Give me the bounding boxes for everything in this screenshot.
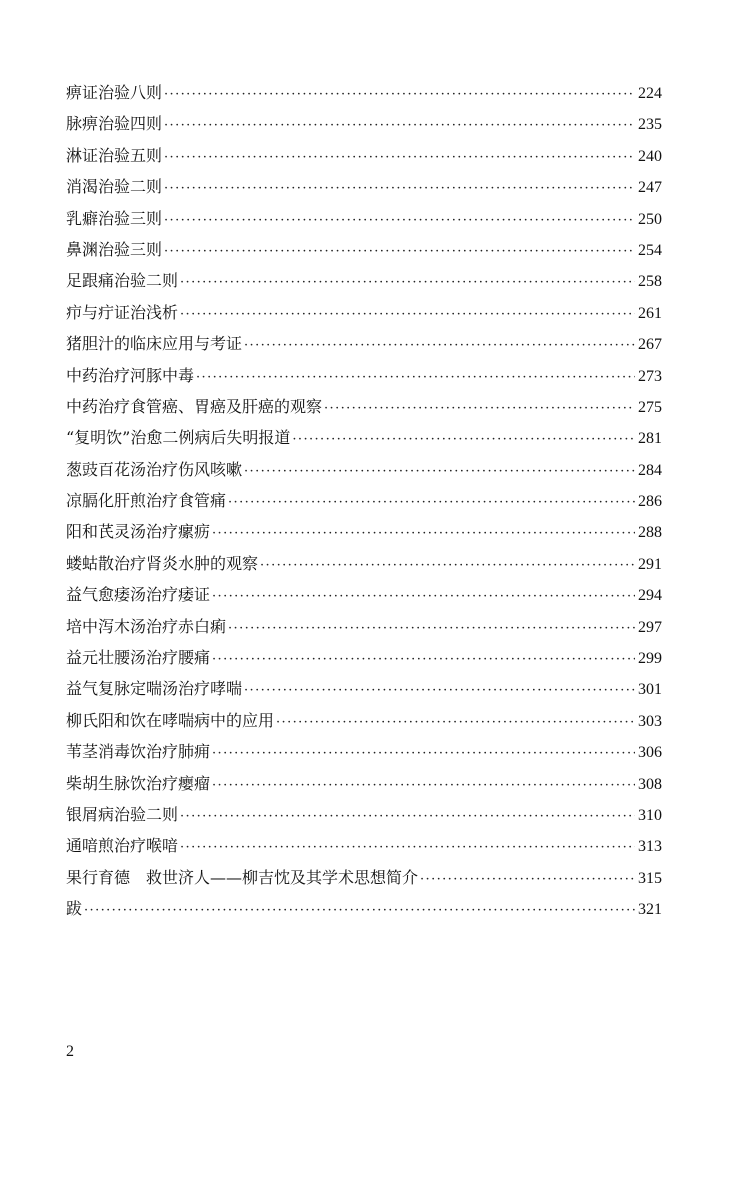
toc-entry[interactable] (66, 422, 662, 453)
toc-entry-title: 益气复脉定喘汤治疗哮喘 (66, 679, 243, 699)
toc-entry-title: 银屑病治验二则 (66, 804, 179, 824)
dot-leader (244, 330, 635, 361)
toc-entry[interactable] (66, 171, 662, 202)
toc-entry-page: 315 (638, 869, 662, 887)
toc-entry-title: 通喑煎治疗喉喑 (66, 836, 179, 856)
toc-entry-title: 鼻渊治验三则 (66, 239, 163, 259)
table-of-contents (66, 77, 662, 925)
toc-entry-page: 303 (638, 712, 662, 730)
dot-leader (244, 675, 635, 706)
dot-leader (260, 550, 635, 581)
toc-entry-title: 足跟痛治验二则 (66, 271, 179, 291)
toc-entry[interactable] (66, 77, 662, 108)
dot-leader (164, 236, 635, 267)
toc-entry-title: 凉膈化肝煎治疗食管痛 (66, 491, 227, 511)
toc-entry-title: 蝼蛄散治疗肾炎水肿的观察 (66, 553, 259, 573)
toc-entry-title: 痹证治验八则 (66, 83, 163, 102)
dot-leader (164, 205, 635, 236)
toc-entry-title: 猪胆汁的临床应用与考证 (66, 334, 243, 354)
toc-entry[interactable] (66, 799, 662, 830)
toc-entry[interactable] (66, 642, 662, 673)
toc-entry-page: 299 (638, 650, 662, 668)
toc-entry-page: 275 (638, 398, 662, 416)
toc-entry[interactable] (66, 265, 662, 296)
dot-leader (228, 613, 635, 644)
toc-entry[interactable] (66, 391, 662, 422)
toc-entry[interactable] (66, 611, 662, 642)
toc-entry-page: 258 (638, 273, 662, 291)
toc-entry-page: 235 (638, 116, 662, 134)
toc-entry-title: 淋证治验五则 (66, 145, 163, 165)
toc-entry-page: 240 (638, 147, 662, 165)
toc-entry-title: 阳和芪灵汤治疗瘰疬 (66, 522, 211, 542)
dot-leader (292, 424, 635, 455)
toc-entry-title: 消渴治验二则 (66, 177, 163, 197)
dot-leader (164, 142, 635, 173)
toc-entry-page: 301 (638, 681, 662, 699)
toc-entry-title: 葱豉百花汤治疗伤风咳嗽 (66, 459, 243, 479)
dot-leader (180, 299, 635, 330)
toc-entry-title: 果行育德 救世济人——柳吉忱及其学术思想简介 (66, 867, 419, 887)
dot-leader (180, 801, 635, 832)
toc-entry[interactable] (66, 203, 662, 234)
toc-entry[interactable] (66, 108, 662, 139)
dot-leader (180, 832, 635, 863)
toc-entry[interactable] (66, 893, 662, 924)
toc-entry[interactable] (66, 673, 662, 704)
dot-leader (84, 895, 635, 926)
dot-leader (212, 770, 635, 801)
toc-entry[interactable] (66, 516, 662, 547)
toc-entry[interactable] (66, 705, 662, 736)
toc-entry-title: 中药治疗食管癌、胃癌及肝癌的观察 (66, 396, 323, 416)
toc-entry-page: 254 (638, 241, 662, 259)
dot-leader (164, 173, 635, 204)
toc-entry-page: 308 (638, 775, 662, 793)
dot-leader (212, 644, 635, 675)
toc-entry-title: 益元壮腰汤治疗腰痛 (66, 648, 211, 668)
toc-entry-title: 柴胡生脉饮治疗瘿瘤 (66, 773, 211, 793)
toc-entry-title: 柳氏阳和饮在哮喘病中的应用 (66, 710, 275, 730)
toc-entry-title: 脉痹治验四则 (66, 114, 163, 134)
toc-entry-page: 281 (638, 430, 662, 448)
toc-entry-page: 306 (638, 744, 662, 762)
page-number: 2 (66, 1043, 74, 1060)
dot-leader (244, 456, 635, 487)
toc-entry[interactable] (66, 579, 662, 610)
toc-entry-page: 313 (638, 838, 662, 856)
toc-entry-page: 261 (638, 304, 662, 322)
toc-entry-page: 267 (638, 336, 662, 354)
dot-leader (324, 393, 635, 424)
toc-entry[interactable] (66, 297, 662, 328)
dot-leader (164, 110, 635, 141)
dot-leader (164, 79, 635, 110)
toc-entry-title: 益气愈痿汤治疗痿证 (66, 585, 211, 605)
toc-entry[interactable] (66, 830, 662, 861)
toc-entry[interactable] (66, 360, 662, 391)
toc-entry[interactable] (66, 454, 662, 485)
dot-leader (212, 581, 635, 612)
toc-entry-title: 培中泻木汤治疗赤白痢 (66, 616, 227, 636)
toc-entry-page: 297 (638, 618, 662, 636)
toc-entry[interactable] (66, 328, 662, 359)
toc-entry[interactable] (66, 736, 662, 767)
toc-entry[interactable] (66, 768, 662, 799)
toc-entry-page: 288 (638, 524, 662, 542)
toc-entry[interactable] (66, 234, 662, 265)
toc-entry-page: 286 (638, 493, 662, 511)
toc-entry[interactable] (66, 862, 662, 893)
toc-entry[interactable] (66, 548, 662, 579)
toc-entry[interactable] (66, 140, 662, 171)
dot-leader (276, 707, 635, 738)
dot-leader (420, 864, 635, 895)
toc-entry-page: 273 (638, 367, 662, 385)
toc-entry-page: 294 (638, 587, 662, 605)
toc-entry[interactable] (66, 485, 662, 516)
toc-entry-page: 247 (638, 179, 662, 197)
toc-entry-page: 310 (638, 806, 662, 824)
dot-leader (212, 518, 635, 549)
dot-leader (212, 738, 635, 769)
toc-entry-page: 291 (638, 555, 662, 573)
toc-entry-page: 250 (638, 210, 662, 228)
toc-entry-title: 中药治疗河豚中毒 (66, 365, 195, 385)
toc-entry-title: “复明饮”治愈二例病后失明报道 (66, 428, 291, 448)
toc-entry-page: 321 (638, 901, 662, 919)
toc-entry-title: 疖与疔证治浅析 (66, 302, 179, 322)
dot-leader (228, 487, 635, 518)
toc-entry-title: 跋 (66, 899, 83, 919)
dot-leader (196, 362, 635, 393)
toc-entry-page: 284 (638, 461, 662, 479)
toc-entry-title: 苇茎消毒饮治疗肺痈 (66, 742, 211, 762)
toc-entry-page: 224 (638, 85, 662, 102)
dot-leader (180, 267, 635, 298)
toc-entry-title: 乳癖治验三则 (66, 208, 163, 228)
